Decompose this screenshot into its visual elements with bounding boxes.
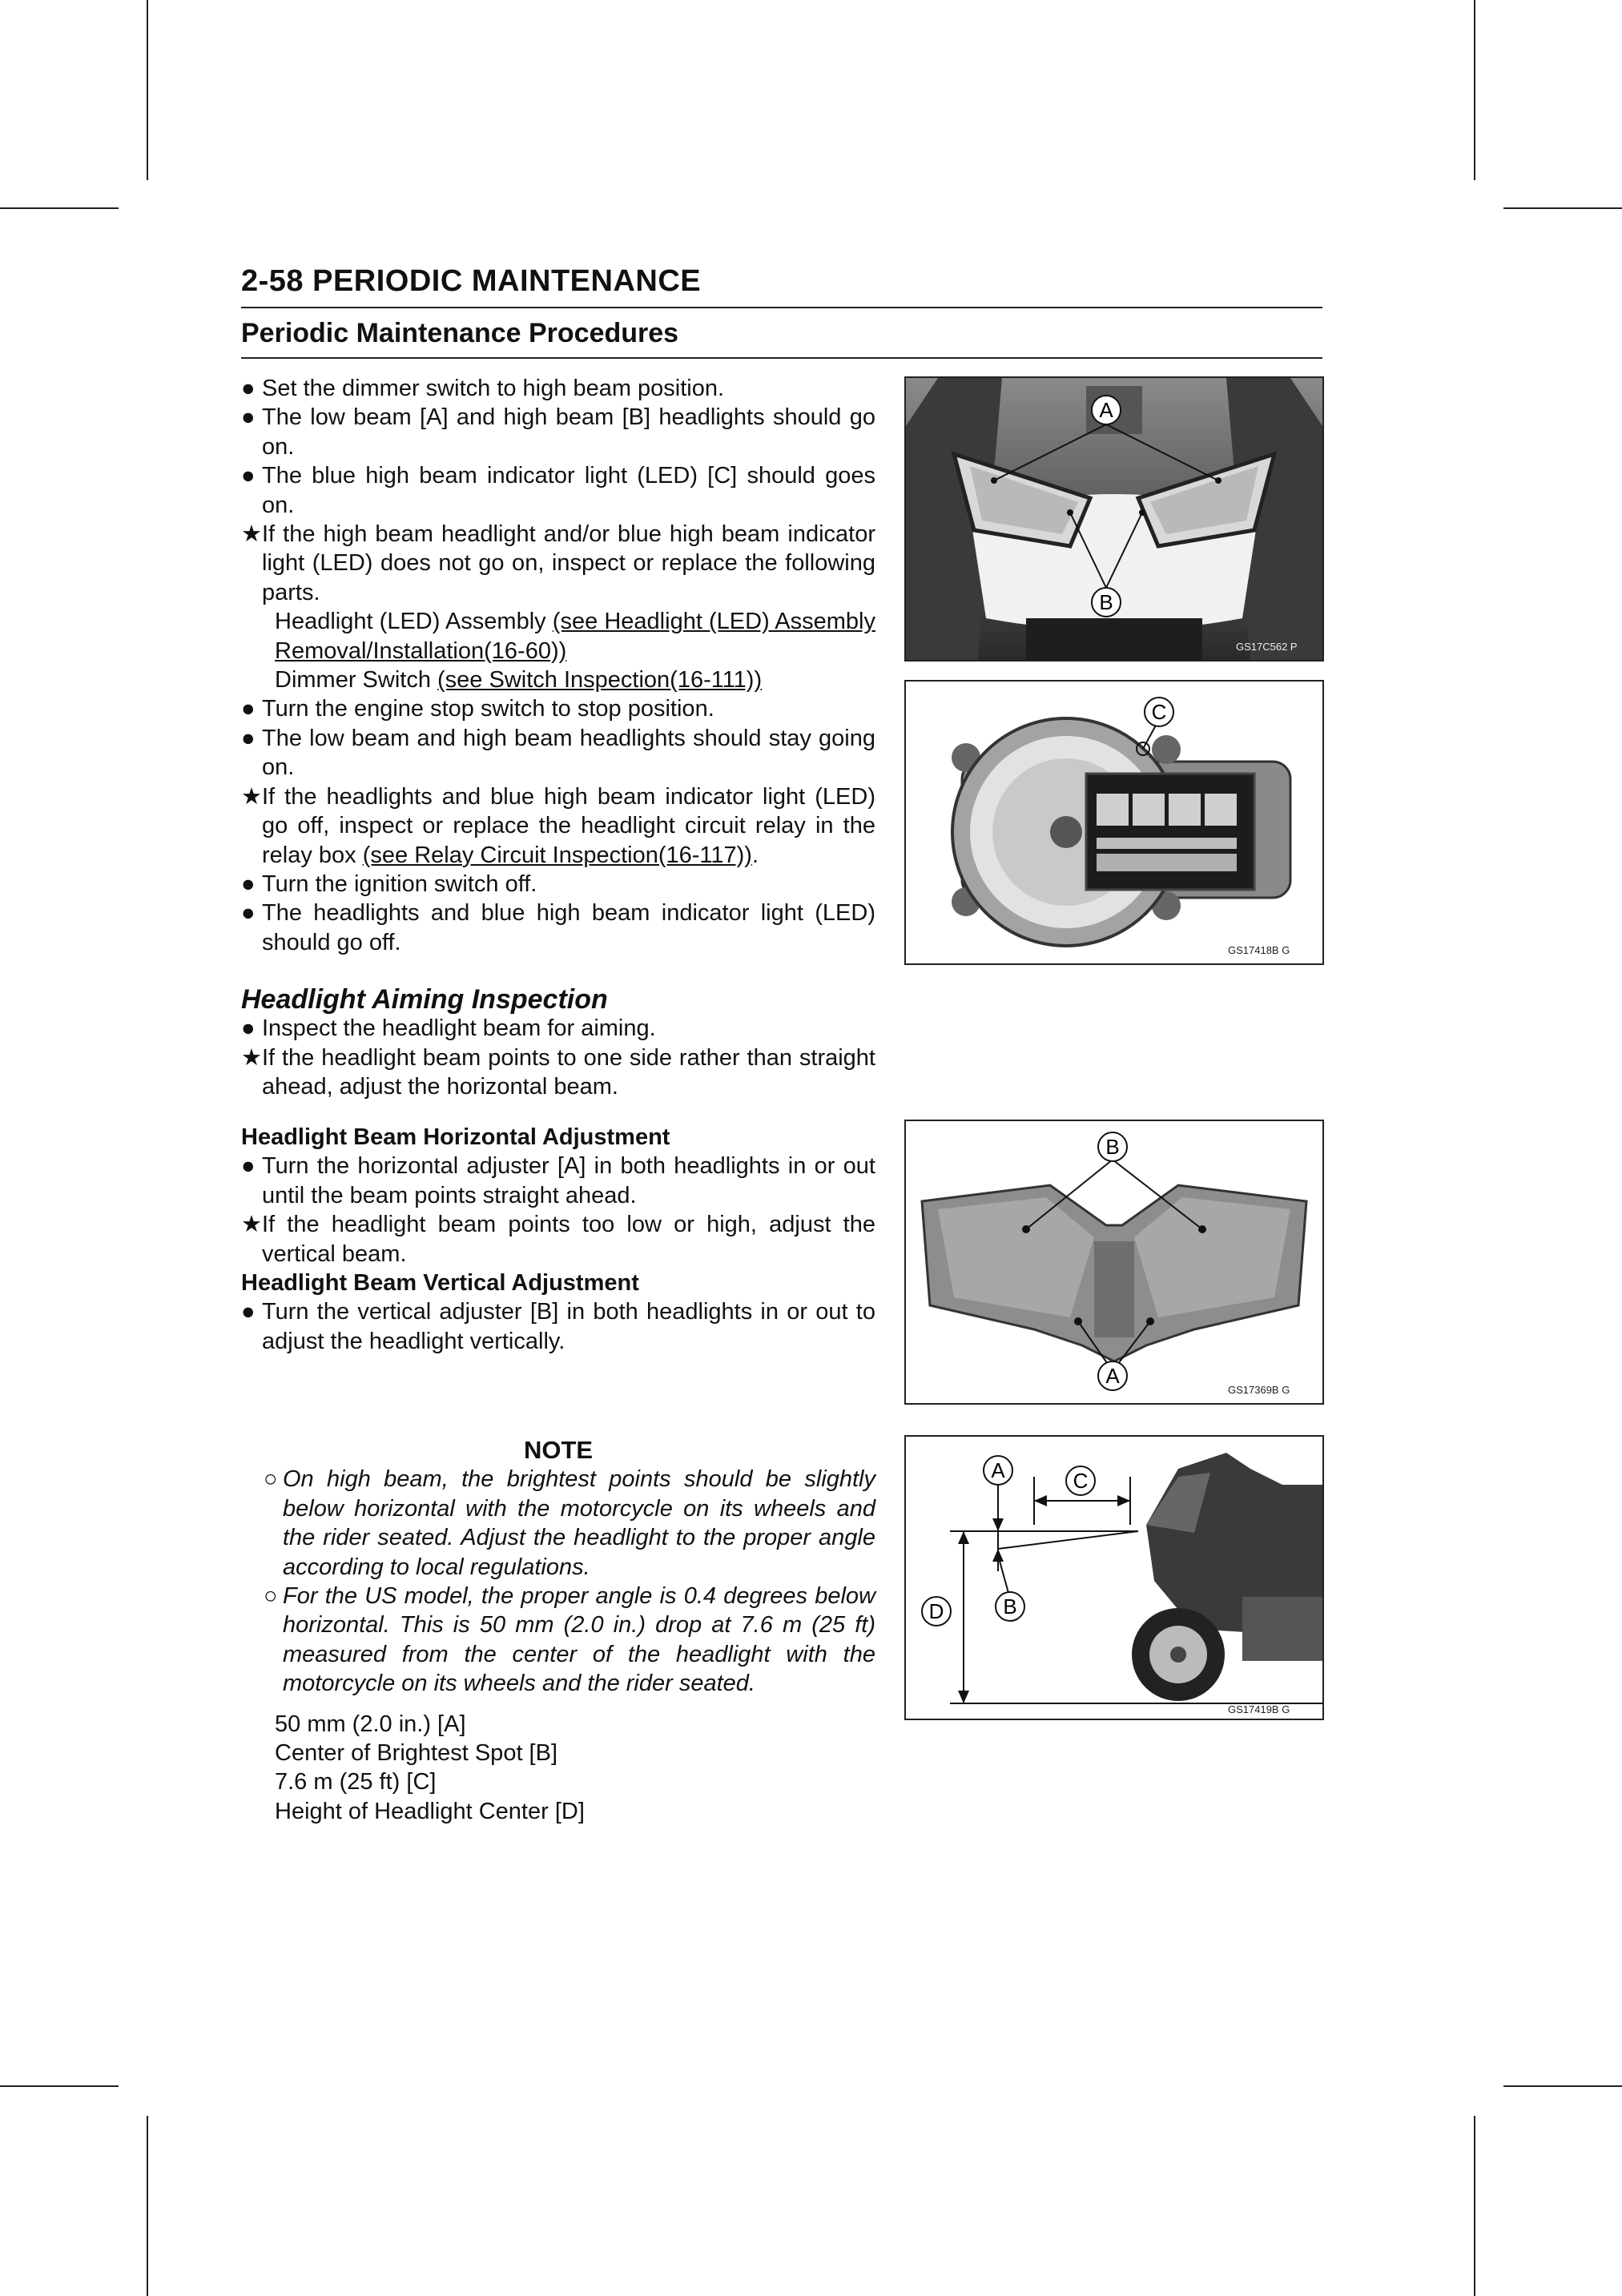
figure-callout: C [1151,700,1167,724]
list-item: ● Turn the engine stop switch to stop position. [241,696,714,722]
figure-adjusters [904,1120,1324,1405]
crop-mark [1503,2085,1622,2087]
horizontal-title: Headlight Beam Horizontal Adjustment [241,1124,670,1150]
meter-illustration [906,682,1322,963]
figure-code: GS17419B G [1228,1703,1290,1715]
figure-code: GS17418B G [1228,944,1290,956]
list-item: ● Inspect the headlight beam for aiming. [241,1015,656,1042]
list-item: ● The headlights and blue high beam indicator light (LED) should go off. [241,900,875,955]
crop-mark [0,2085,119,2087]
note-item: ○ On high beam, the brightest points should be slightly below horizontal with the motorcycle on its wheels and the rider seated. Adjust the headlight to the proper angle according to local regulations. [264,1466,875,1580]
note-title: NOTE [523,1436,594,1464]
legend-list [241,1710,875,1827]
figure-meter [904,680,1324,965]
aiming-illustration [906,1437,1322,1719]
crop-mark [1474,0,1475,180]
figure-callout: B [1105,1135,1120,1159]
figure-callout: A [1099,398,1113,422]
list-item: ● The low beam [A] and high beam [B] headlights should go on. [241,404,875,460]
note-block [241,1436,875,1826]
figure-code: GS17C562 P [1236,641,1298,653]
crop-mark [1474,2116,1475,2296]
list-item: ★ If the headlights and blue high beam indicator light (LED) go off, inspect or replace the headlight circuit relay in the relay box (see Relay Circuit Inspection(16-117)). [241,783,875,868]
crop-mark [147,2116,148,2296]
crop-mark [0,207,119,209]
list-item: ★ If the high beam headlight and/or blue high beam indicator light (LED) does not go on, inspect or replace the following parts. [241,521,875,605]
page-header [241,264,1322,359]
legend-item: 7.6 m (25 ft) [C] [275,1769,437,1795]
figure-callout: A [1105,1364,1120,1388]
crop-mark [1503,207,1622,209]
text-column-aiming [241,985,875,1102]
figure-callout: A [991,1458,1005,1482]
figure-callout: B [1003,1594,1017,1618]
aiming-title: Headlight Aiming Inspection [241,984,608,1015]
list-item: ★ If the headlight beam points to one side rather than straight ahead, adjust the horizontal beam. [241,1044,875,1100]
list-item: ● The low beam and high beam headlights should stay going on. [241,725,875,781]
list-item: ● Turn the ignition switch off. [241,871,537,897]
legend-item: 50 mm (2.0 in.) [A] [275,1711,466,1737]
figure-aiming [904,1435,1324,1720]
text-column-adjustment [241,1123,875,1356]
page-title: 2-58 PERIODIC MAINTENANCE [241,264,1322,308]
vertical-title: Headlight Beam Vertical Adjustment [241,1270,639,1297]
note-item: ○ For the US model, the proper angle is 0.4 degrees below horizontal. This is 50 mm (2.0 in.) drop at 7.6 m (25 ft) measured from the center of the headlight with the motorcycle on its wheels and the rider seated. [264,1583,875,1697]
crop-mark [147,0,148,180]
link-headlight-removal[interactable]: (see Headlight (LED) Assembly Removal/Installation(16-60)) [275,609,875,664]
legend-item: Center of Brightest Spot [B] [275,1740,558,1767]
section-title: Periodic Maintenance Procedures [241,318,1322,359]
headlights-illustration [906,378,1322,660]
figure-code: GS17369B G [1228,1384,1290,1396]
text-column-top [241,374,875,957]
figure-callout: C [1073,1469,1089,1493]
list-item: ● Set the dimmer switch to high beam position. [241,376,725,401]
list-item: ★ If the headlight beam points too low or high, adjust the vertical beam. [241,1212,875,1267]
part-headlight-assembly: Headlight (LED) Assembly (see Headlight (LED) Assembly Removal/Installation(16-60)) [275,609,875,664]
list-item: ● Turn the horizontal adjuster [A] in both headlights in or out until the beam points straight ahead. [241,1153,875,1208]
list-item: ● Turn the vertical adjuster [B] in both headlights in or out to adjust the headlight vertically. [241,1299,875,1354]
link-switch-inspection[interactable]: (see Switch Inspection(16-111)) [437,667,763,694]
link-relay-inspection[interactable]: (see Relay Circuit Inspection(16-117)) [362,842,752,868]
part-dimmer-switch: Dimmer Switch (see Switch Inspection(16-111)) [275,667,763,694]
figure-callout: B [1099,590,1113,614]
legend-item: Height of Headlight Center [D] [275,1798,585,1824]
figure-callout: D [928,1599,944,1623]
list-item: ● The blue high beam indicator light (LED) [C] should goes on. [241,463,875,518]
adjusters-illustration [906,1121,1322,1403]
figure-headlights [904,376,1324,661]
